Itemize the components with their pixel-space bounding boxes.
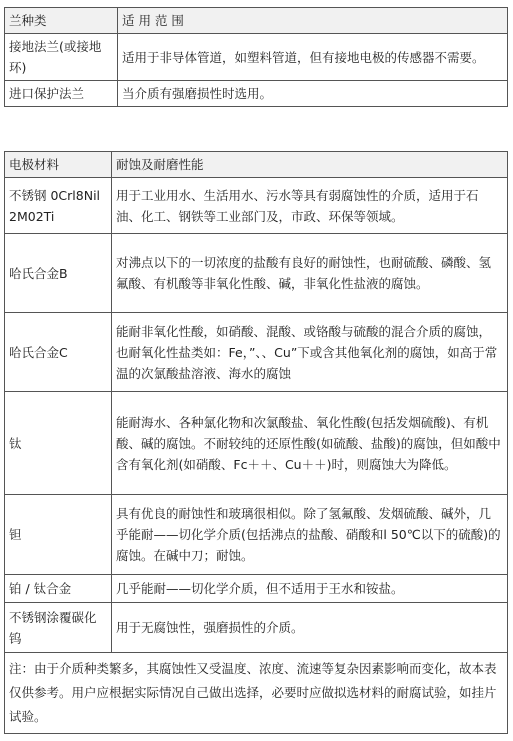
table-row — [5, 495, 508, 575]
header-cell-flange-type: 兰种类 — [5, 8, 118, 34]
scope-cell: 适用于非导体管道，如塑料管道，但有接地电极的传感器不需要。 — [118, 34, 508, 81]
performance-cell: 能耐海水、各种氯化物和次氯酸盐、氧化性酸(包括发烟硫酸)、有机酸、碱的腐蚀。不耐较纯的还原性酸(如硫酸、盐酸)的腐蚀，但如酸中含有氧化剂(如硝酸、Fc＋＋、Cu＋＋)时，则腐蚀大为降低。 — [112, 392, 508, 495]
flange-type-cell: 接地法兰(或接地环) — [5, 34, 118, 81]
table-note: 注：由于介质种类繁多，其腐蚀性又受温度、浓度、流速等复杂因素影响而变化，故本表仅供参考。用户应根据实际情况自己做出选择，必要时应做拟选材料的耐腐试验，如挂片试验。 — [5, 653, 508, 734]
header-cell-scope: 适 用 范 围 — [118, 8, 508, 34]
header-cell-material: 电极材料 — [5, 152, 112, 178]
material-cell: 不锈钢 0Crl8Nil2M02Ti — [5, 178, 112, 234]
performance-cell: 能耐非氧化性酸，如硝酸、混酸、或铬酸与硫酸的混合介质的腐蚀，也耐氧化性盐类如：Fe，”、、Cu”下或含其他氧化剂的腐蚀，如高于常温的次氯酸盐溶液、海水的腐蚀 — [112, 313, 508, 392]
flange-type-table — [4, 7, 508, 107]
material-cell: 哈氏合金C — [5, 313, 112, 392]
header-cell-performance: 耐蚀及耐磨性能 — [112, 152, 508, 178]
performance-cell: 几乎能耐——切化学介质，但不适用于王水和铵盐。 — [112, 575, 508, 603]
scope-cell: 当介质有强磨损性时选用。 — [118, 81, 508, 107]
performance-cell: 具有优良的耐蚀性和玻璃很相似。除了氢氟酸、发烟硫酸、碱外，几乎能耐——切化学介质(包括沸点的盐酸、硝酸和l 50℃以下的硫酸)的腐蚀。在碱中刀；耐蚀。 — [112, 495, 508, 575]
material-cell: 铂 / 钛合金 — [5, 575, 112, 603]
performance-cell: 用于工业用水、生活用水、污水等具有弱腐蚀性的介质，适用于石油、化工、钢铁等工业部门及，市政、环保等领域。 — [112, 178, 508, 234]
performance-cell: 对沸点以下的一切浓度的盐酸有良好的耐蚀性，也耐硫酸、磷酸、氢氟酸、有机酸等非氧化性酸、碱，非氧化性盐液的腐蚀。 — [112, 234, 508, 313]
material-cell: 钽 — [5, 495, 112, 575]
table-row — [5, 81, 508, 107]
material-cell: 钛 — [5, 392, 112, 495]
table-header-row — [5, 152, 508, 178]
material-cell: 不锈钢涂覆碳化钨 — [5, 603, 112, 653]
table-row — [5, 178, 508, 234]
table-row — [5, 575, 508, 603]
electrode-material-table — [4, 151, 508, 734]
table-note-row — [5, 653, 508, 734]
performance-cell: 用于无腐蚀性，强磨损性的介质。 — [112, 603, 508, 653]
material-cell: 哈氏合金B — [5, 234, 112, 313]
table-row — [5, 234, 508, 313]
table-row — [5, 34, 508, 81]
table-row — [5, 603, 508, 653]
table-row — [5, 313, 508, 392]
table-header-row — [5, 8, 508, 34]
flange-type-cell: 进口保护法兰 — [5, 81, 118, 107]
table-row — [5, 392, 508, 495]
